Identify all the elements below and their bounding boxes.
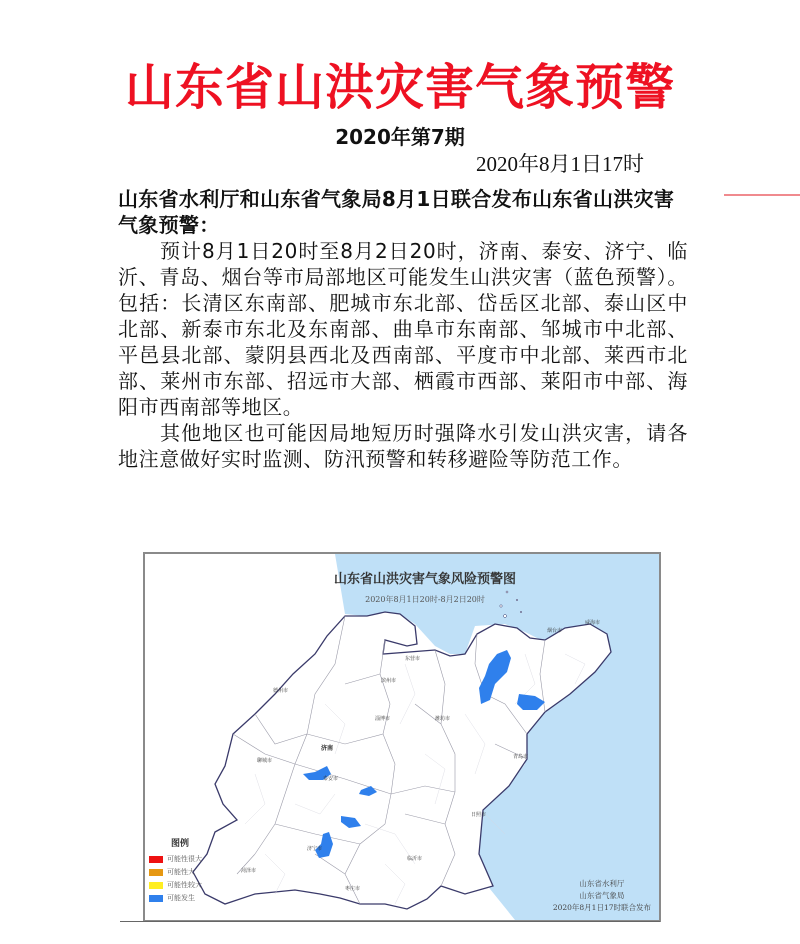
page-title: 山东省山洪灾害气象预警 <box>124 59 675 116</box>
city-label-weifang: 潍坊市 <box>435 716 451 722</box>
city-label-taian: 泰安市 <box>323 776 339 782</box>
issue-datetime: 2020年8月1日17时 <box>476 152 644 176</box>
city-label-jining: 济宁市 <box>307 846 323 852</box>
city-label-rizhao: 日照市 <box>471 812 487 818</box>
legend-item-likely <box>149 866 202 878</box>
legend-label: 可能性较大 <box>167 881 202 889</box>
map-legend <box>149 836 202 905</box>
city-label-liaocheng: 聊城市 <box>257 758 273 764</box>
decorative-divider <box>724 194 800 196</box>
risk-map <box>143 552 661 922</box>
city-label-heze: 菏泽市 <box>241 868 257 874</box>
warning-paragraph-1: 预计8月1日20时至8月2日20时，济南、泰安、济宁、临沂、青岛、烟台等市局部地区可能发生山洪灾害（蓝色预警）。包括：长清区东南部、肥城市东北部、岱岳区北部、泰山区中北部、新泰市东北及东南部、曲阜市东南部、邹城市中北部、平邑县北部、蒙阴县西北及西南部、平度市中北部、莱西市北部、莱州市东部、招远市大部、栖霞市西部、莱阳市中部、海阳市西南部等地区。 <box>118 239 688 419</box>
city-label-binzhou: 滨州市 <box>381 678 397 684</box>
city-label-weihai: 威海市 <box>585 620 601 626</box>
legend-title: 图例 <box>171 839 190 849</box>
map-title: 山东省山洪灾害气象风险预警图 <box>333 572 516 587</box>
bottom-divider <box>120 921 660 922</box>
legend-label: 可能性很大 <box>167 855 202 863</box>
issuer-line-1: 山东省水利厅 <box>579 879 625 888</box>
city-label-zaozhuang: 枣庄市 <box>345 886 361 892</box>
lead-statement: 山东省水利厅和山东省气象局8月1日联合发布山东省山洪灾害气象预警： <box>118 187 675 237</box>
legend-swatch-red <box>149 856 163 863</box>
legend-swatch-orange <box>149 869 163 876</box>
city-label-zibo: 淄博市 <box>375 716 391 722</box>
warning-paragraph-2: 其他地区也可能因局地短历时强降水引发山洪灾害，请各地注意做好实时监测、防汛预警和转移避险等防范工作。 <box>118 421 688 471</box>
issuer-line-2: 山东省气象局 <box>579 891 625 900</box>
legend-swatch-blue <box>149 895 163 902</box>
city-label-dongying: 东营市 <box>405 656 421 662</box>
legend-item-very-likely <box>149 853 202 865</box>
legend-item-possible <box>149 892 202 904</box>
shandong-map-graphic <box>145 554 659 920</box>
issue-number: 2020年第7期 <box>335 125 465 149</box>
legend-label: 可能发生 <box>167 894 195 902</box>
city-label-qingdao: 青岛市 <box>513 754 529 760</box>
city-label-jinan: 济南 <box>321 745 334 752</box>
legend-label: 可能性大 <box>167 868 195 876</box>
legend-item-fairly-likely <box>149 879 202 891</box>
warning-body <box>118 186 688 472</box>
issuer-line-3: 2020年8月1日17时联合发布 <box>552 903 651 912</box>
legend-swatch-yellow <box>149 882 163 889</box>
map-subtitle: 2020年8月1日20时-8月2日20时 <box>365 595 485 604</box>
city-label-linyi: 临沂市 <box>407 856 423 862</box>
map-issuer <box>553 878 651 914</box>
city-label-yantai: 烟台市 <box>547 628 563 634</box>
city-label-dezhou: 德州市 <box>273 688 289 694</box>
